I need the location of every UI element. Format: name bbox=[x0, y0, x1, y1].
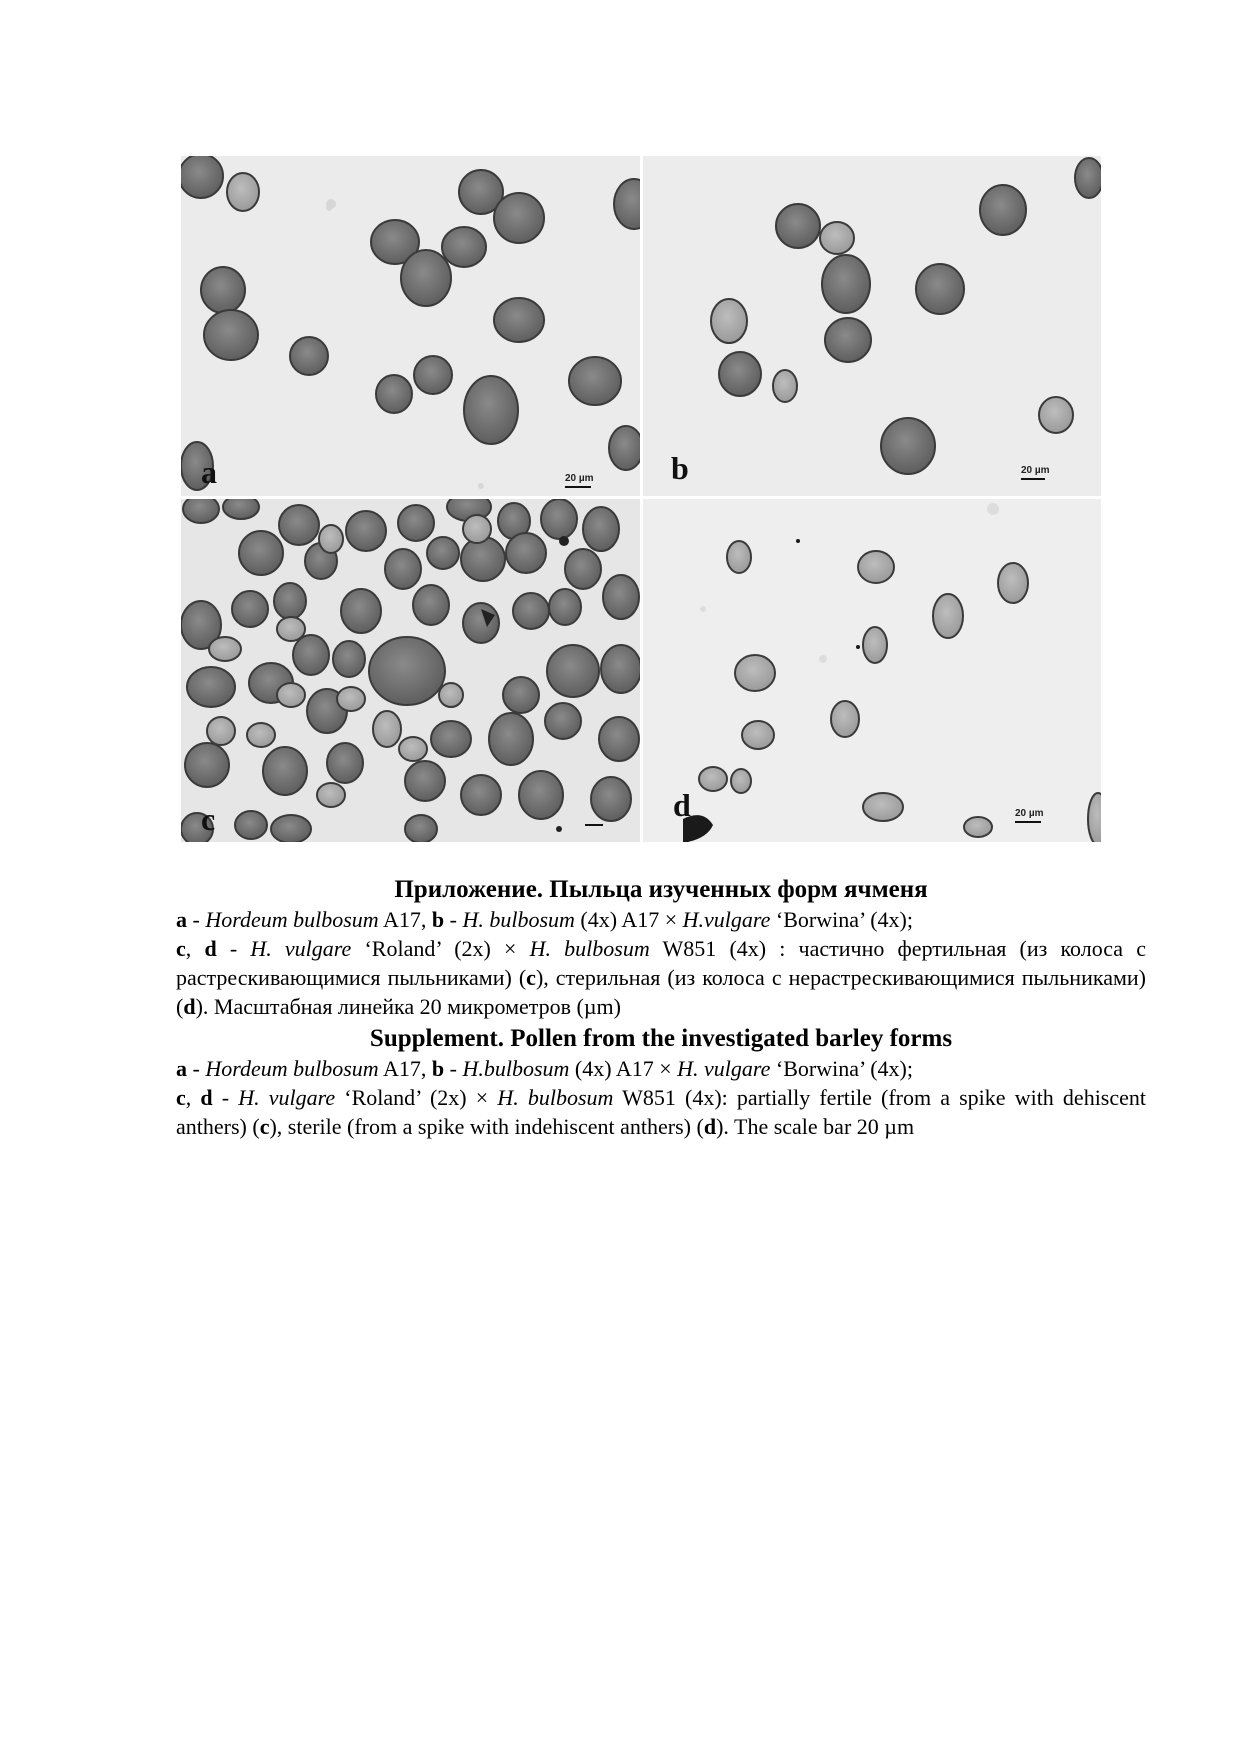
caption-en-line-1 bbox=[176, 1054, 1146, 1083]
species-name: H. bulbosum bbox=[462, 907, 575, 932]
separator: - bbox=[212, 1085, 239, 1110]
text: ), sterile (from a spike with indehiscent anthers) ( bbox=[269, 1114, 704, 1139]
separator: - bbox=[216, 936, 251, 961]
panel-a-image bbox=[181, 156, 640, 496]
species-name: H. bulbosum bbox=[497, 1085, 614, 1110]
caption-english bbox=[176, 1023, 1146, 1141]
ref-d: d bbox=[183, 994, 196, 1019]
ref-b: b bbox=[431, 1056, 445, 1081]
text: W851 (4x) : частично фертильная (из колоса с растрескивающимися пыльниками) ( bbox=[176, 936, 1147, 990]
text: (4x) A17 × bbox=[569, 1056, 678, 1081]
panel-c-scale-bar bbox=[585, 824, 603, 826]
caption-ru-line-1 bbox=[176, 905, 1146, 934]
panel-b-scale-label: 20 µm bbox=[1021, 465, 1050, 476]
caption-ru-line-2 bbox=[176, 934, 1146, 1021]
panel-b-scale-bar bbox=[1021, 478, 1045, 480]
text: A17, bbox=[378, 1056, 432, 1081]
species-name: H. bulbosum bbox=[529, 936, 650, 961]
panel-c-micrograph bbox=[181, 499, 640, 842]
separator: - bbox=[444, 907, 463, 932]
separator: - bbox=[444, 1056, 463, 1081]
panel-b-image bbox=[643, 156, 1101, 496]
species-name: Hordeum bulbosum bbox=[205, 1056, 379, 1081]
text: ), стерильная (из колоса с нерастрескивающимися пыльниками) ( bbox=[176, 965, 1146, 1019]
text: ‘Borwina’ (4x); bbox=[770, 907, 913, 932]
species-name: H. vulgare bbox=[677, 1056, 771, 1081]
ref-a: a bbox=[176, 907, 187, 932]
species-name: H. vulgare bbox=[250, 936, 352, 961]
caption-ru-title: Приложение. Пыльца изученных форм ячменя bbox=[394, 876, 928, 903]
caption-russian bbox=[176, 874, 1146, 1021]
panel-d-scale-bar bbox=[1015, 821, 1041, 823]
text: (4x) A17 × bbox=[574, 907, 683, 932]
panel-c-letter: c bbox=[201, 801, 216, 837]
text: ‘Roland’ (2x) × bbox=[351, 936, 530, 961]
separator: - bbox=[187, 907, 206, 932]
species-name: H. vulgare bbox=[238, 1085, 336, 1110]
panel-a-scale-label: 20 µm bbox=[565, 473, 594, 484]
text: ‘Borwina’ (4x); bbox=[770, 1056, 913, 1081]
panel-d-letter: d bbox=[673, 787, 691, 823]
species-name: H.vulgare bbox=[682, 907, 771, 932]
caption-en-line-2 bbox=[176, 1083, 1146, 1141]
panel-a-letter: a bbox=[201, 454, 217, 490]
panel-d-micrograph bbox=[643, 499, 1101, 842]
text: ). Масштабная линейка 20 микрометров (µm) bbox=[195, 994, 621, 1019]
species-name: Hordeum bulbosum bbox=[205, 907, 379, 932]
text: ). The scale bar 20 µm bbox=[716, 1114, 915, 1139]
ref-c: c bbox=[259, 1114, 270, 1139]
panel-b-letter: b bbox=[671, 450, 689, 486]
separator: - bbox=[187, 1056, 206, 1081]
pollen-figure bbox=[181, 156, 1101, 842]
ref-b: b bbox=[431, 907, 445, 932]
panel-d-scale-label: 20 µm bbox=[1015, 808, 1044, 819]
panel-b-micrograph bbox=[643, 156, 1101, 496]
ref-c: c bbox=[176, 936, 186, 961]
ref-c: c bbox=[176, 1085, 186, 1110]
species-name: H.bulbosum bbox=[462, 1056, 570, 1081]
ref-d: d bbox=[200, 1085, 213, 1110]
text: , bbox=[185, 1085, 201, 1110]
panel-d-image bbox=[643, 499, 1101, 842]
text: W851 (4x): partially fertile (from a spike with dehiscent anthers) ( bbox=[176, 1085, 1147, 1139]
ref-a: a bbox=[176, 1056, 187, 1081]
caption-en-title: Supplement. Pollen from the investigated barley forms bbox=[369, 1025, 953, 1052]
panel-a-micrograph bbox=[181, 156, 640, 496]
ref-d: d bbox=[204, 936, 217, 961]
panel-a-scale-bar bbox=[565, 486, 591, 488]
ref-d: d bbox=[703, 1114, 717, 1139]
panel-c-image bbox=[181, 499, 640, 842]
text: , bbox=[185, 936, 205, 961]
text: A17, bbox=[378, 907, 432, 932]
text: ‘Roland’ (2x) × bbox=[335, 1085, 498, 1110]
ref-c: c bbox=[526, 965, 536, 990]
